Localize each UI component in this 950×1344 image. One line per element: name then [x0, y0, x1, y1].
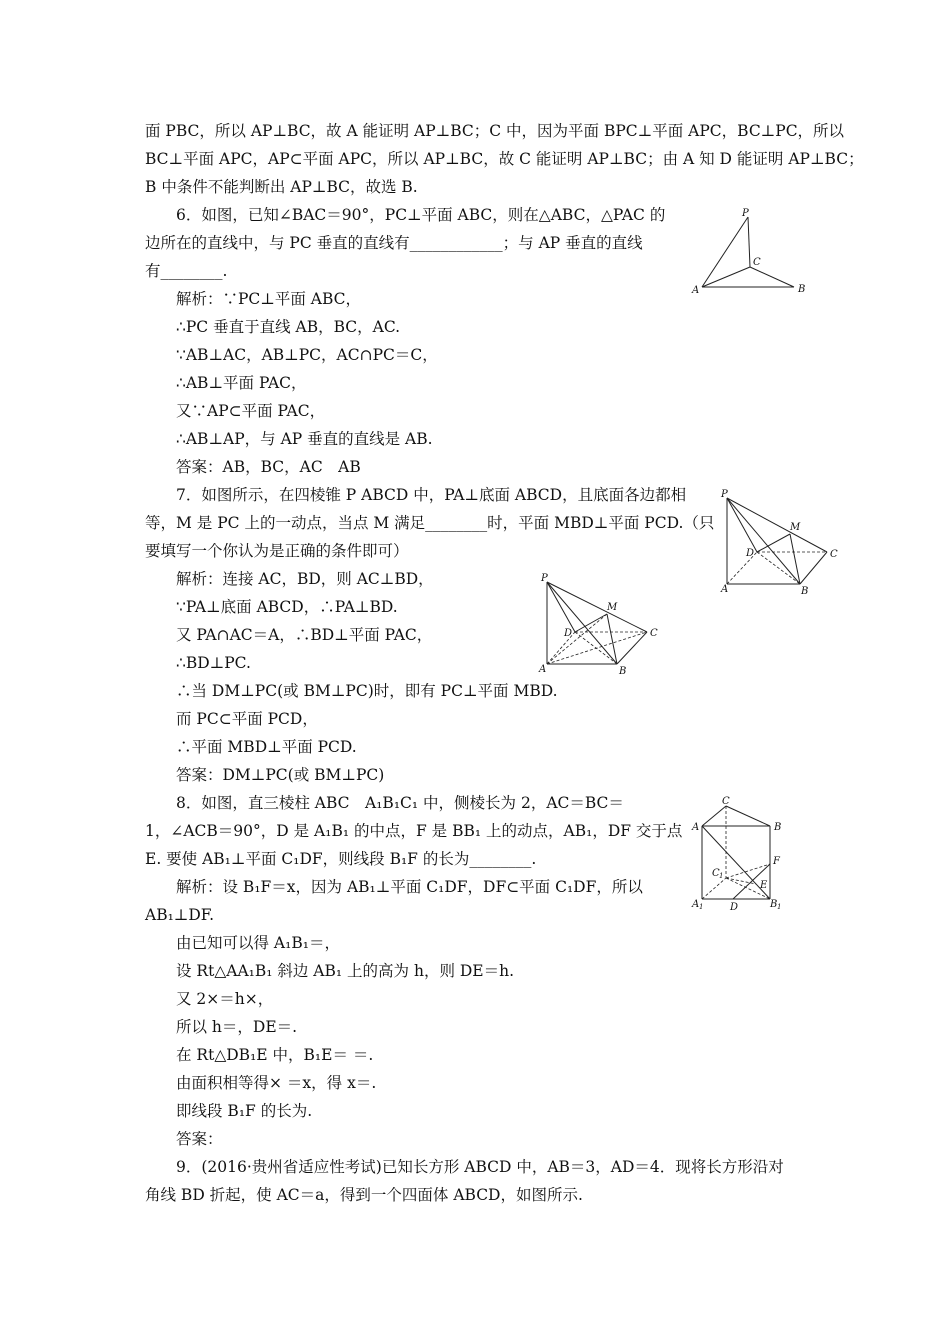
figure-pyramid-analysis	[535, 572, 665, 680]
label-p: P	[742, 208, 749, 219]
label-a: A	[721, 584, 729, 595]
label-b: B	[774, 822, 782, 833]
figure-pyramid-right-svg	[715, 488, 845, 598]
text-line: ∴PC 垂直于直线 AB，BC，AC.	[176, 318, 401, 336]
edge-pc	[748, 217, 750, 267]
figure-prism-svg	[690, 796, 800, 912]
label-b: B	[801, 586, 809, 597]
label-a1: A	[692, 899, 700, 910]
label-c: C	[753, 257, 761, 268]
text-line: 解析：连接 AC，BD，则 AC⊥BD，	[176, 570, 434, 588]
label-f: F	[773, 856, 780, 867]
text-line: 9．(2016·贵州省适应性考试)已知长方形 ABCD 中，AB＝3，AD＝4．现将长方形沿对	[176, 1158, 784, 1176]
figure-pyramid-right	[715, 488, 845, 598]
text-line: 即线段 B₁F 的长为.	[176, 1102, 313, 1120]
text-line: 角线 BD 折起，使 AC＝a，得到一个四面体 ABCD，如图所示.	[145, 1186, 583, 1204]
label-c: C	[650, 628, 658, 639]
text-line: 要填写一个你认为是正确的条件即可）	[145, 542, 409, 560]
text-line: 答案：	[176, 1130, 223, 1148]
label-c: C	[722, 796, 730, 807]
label-p: P	[541, 573, 548, 584]
text-line: 在 Rt△DB₁E 中，B₁E＝ ＝.	[176, 1046, 374, 1064]
edge-pa	[702, 217, 748, 287]
text-line: AB₁⊥DF.	[145, 906, 215, 924]
text-line: E. 要使 AB₁⊥平面 C₁DF，则线段 B₁F 的长为________.	[145, 850, 537, 868]
label-c1: C	[712, 868, 720, 879]
text-line: BC⊥平面 APC，AP⊂平面 APC，所以 AP⊥BC，故 C 能证明 AP⊥BC；由 A 知 D 能证明 AP⊥BC；	[145, 150, 864, 168]
text-line: 又 2×＝h×，	[176, 990, 274, 1008]
label-a: A	[539, 664, 547, 675]
text-line: 由面积相等得× ＝x，得 x＝.	[176, 1074, 377, 1092]
text-line: 6．如图，已知∠BAC＝90°，PC⊥平面 ABC，则在△ABC，△PAC 的	[176, 206, 666, 224]
text-line: 所以 h＝，DE＝.	[176, 1018, 298, 1036]
text-line: 有________.	[145, 262, 228, 280]
text-line: 面 PBC，所以 AP⊥BC，故 A 能证明 AP⊥BC；C 中，因为平面 BPC⊥平面 APC，BC⊥PC，所以	[145, 122, 845, 140]
label-b: B	[798, 284, 806, 295]
label-b1: B	[770, 899, 778, 910]
text-line: 等，M 是 PC 上的一动点，当点 M 满足________时，平面 MBD⊥平面 PCD.（只	[145, 514, 715, 532]
label-e: E	[760, 880, 768, 891]
text-line: 8．如图，直三棱柱 ABC A₁B₁C₁ 中，侧棱长为 2，AC＝BC＝	[176, 794, 624, 812]
text-line: 又 PA∩AC＝A，∴BD⊥平面 PAC，	[176, 626, 433, 644]
label-p: P	[721, 489, 728, 500]
label-d: D	[746, 548, 755, 559]
text-line: ∴AB⊥平面 PAC，	[176, 374, 307, 392]
label-c1-sub: 1	[719, 872, 724, 880]
figure-prism	[690, 796, 800, 912]
label-b: B	[619, 666, 627, 677]
label-a1-sub: 1	[699, 903, 704, 911]
text-line: 解析：∵PC⊥平面 ABC，	[176, 290, 362, 308]
text-line: B 中条件不能判断出 AP⊥BC，故选 B.	[145, 178, 418, 196]
text-line: 1，∠ACB＝90°，D 是 A₁B₁ 的中点，F 是 BB₁ 上的动点，AB₁，DF 交于点	[145, 822, 683, 840]
label-a: A	[692, 822, 700, 833]
label-b1-sub: 1	[777, 903, 782, 911]
text-line: 7．如图所示，在四棱锥 P ABCD 中，PA⊥底面 ABCD，且底面各边都相	[176, 486, 687, 504]
text-line: 而 PC⊂平面 PCD，	[176, 710, 318, 728]
edge-ac	[702, 267, 750, 287]
figure-pyramid-analysis-svg	[535, 572, 665, 680]
figure-triangle-pac-svg	[690, 205, 815, 300]
text-line: ∴平面 MBD⊥平面 PCD.	[176, 738, 357, 756]
figure-triangle-pac	[690, 205, 815, 300]
label-d: D	[730, 902, 739, 913]
label-a: A	[692, 285, 700, 296]
text-line: ∵AB⊥AC，AB⊥PC，AC∩PC＝C，	[176, 346, 438, 364]
text-line: ∴当 DM⊥PC(或 BM⊥PC)时，即有 PC⊥平面 MBD.	[176, 682, 558, 700]
text-line: 边所在的直线中，与 PC 垂直的直线有____________；与 AP 垂直的直线	[145, 234, 643, 252]
text-line: 由已知可以得 A₁B₁＝，	[176, 934, 340, 952]
label-c: C	[830, 549, 838, 560]
text-line: ∴BD⊥PC.	[176, 654, 251, 672]
text-line: 设 Rt△AA₁B₁ 斜边 AB₁ 上的高为 h，则 DE＝h.	[176, 962, 515, 980]
edge-cb	[750, 267, 794, 287]
text-line: 答案：DM⊥PC(或 BM⊥PC)	[176, 766, 385, 784]
text-line: 又∵AP⊂平面 PAC，	[176, 402, 326, 420]
text-line: 解析：设 B₁F＝x，因为 AB₁⊥平面 C₁DF，DF⊂平面 C₁DF，所以	[176, 878, 643, 896]
text-line: ∴AB⊥AP，与 AP 垂直的直线是 AB.	[176, 430, 433, 448]
label-d: D	[564, 628, 573, 639]
text-line: ∵PA⊥底面 ABCD，∴PA⊥BD.	[176, 598, 398, 616]
text-line: 答案：AB，BC，AC AB	[176, 458, 361, 476]
label-m: M	[607, 602, 618, 613]
label-m: M	[790, 522, 801, 533]
